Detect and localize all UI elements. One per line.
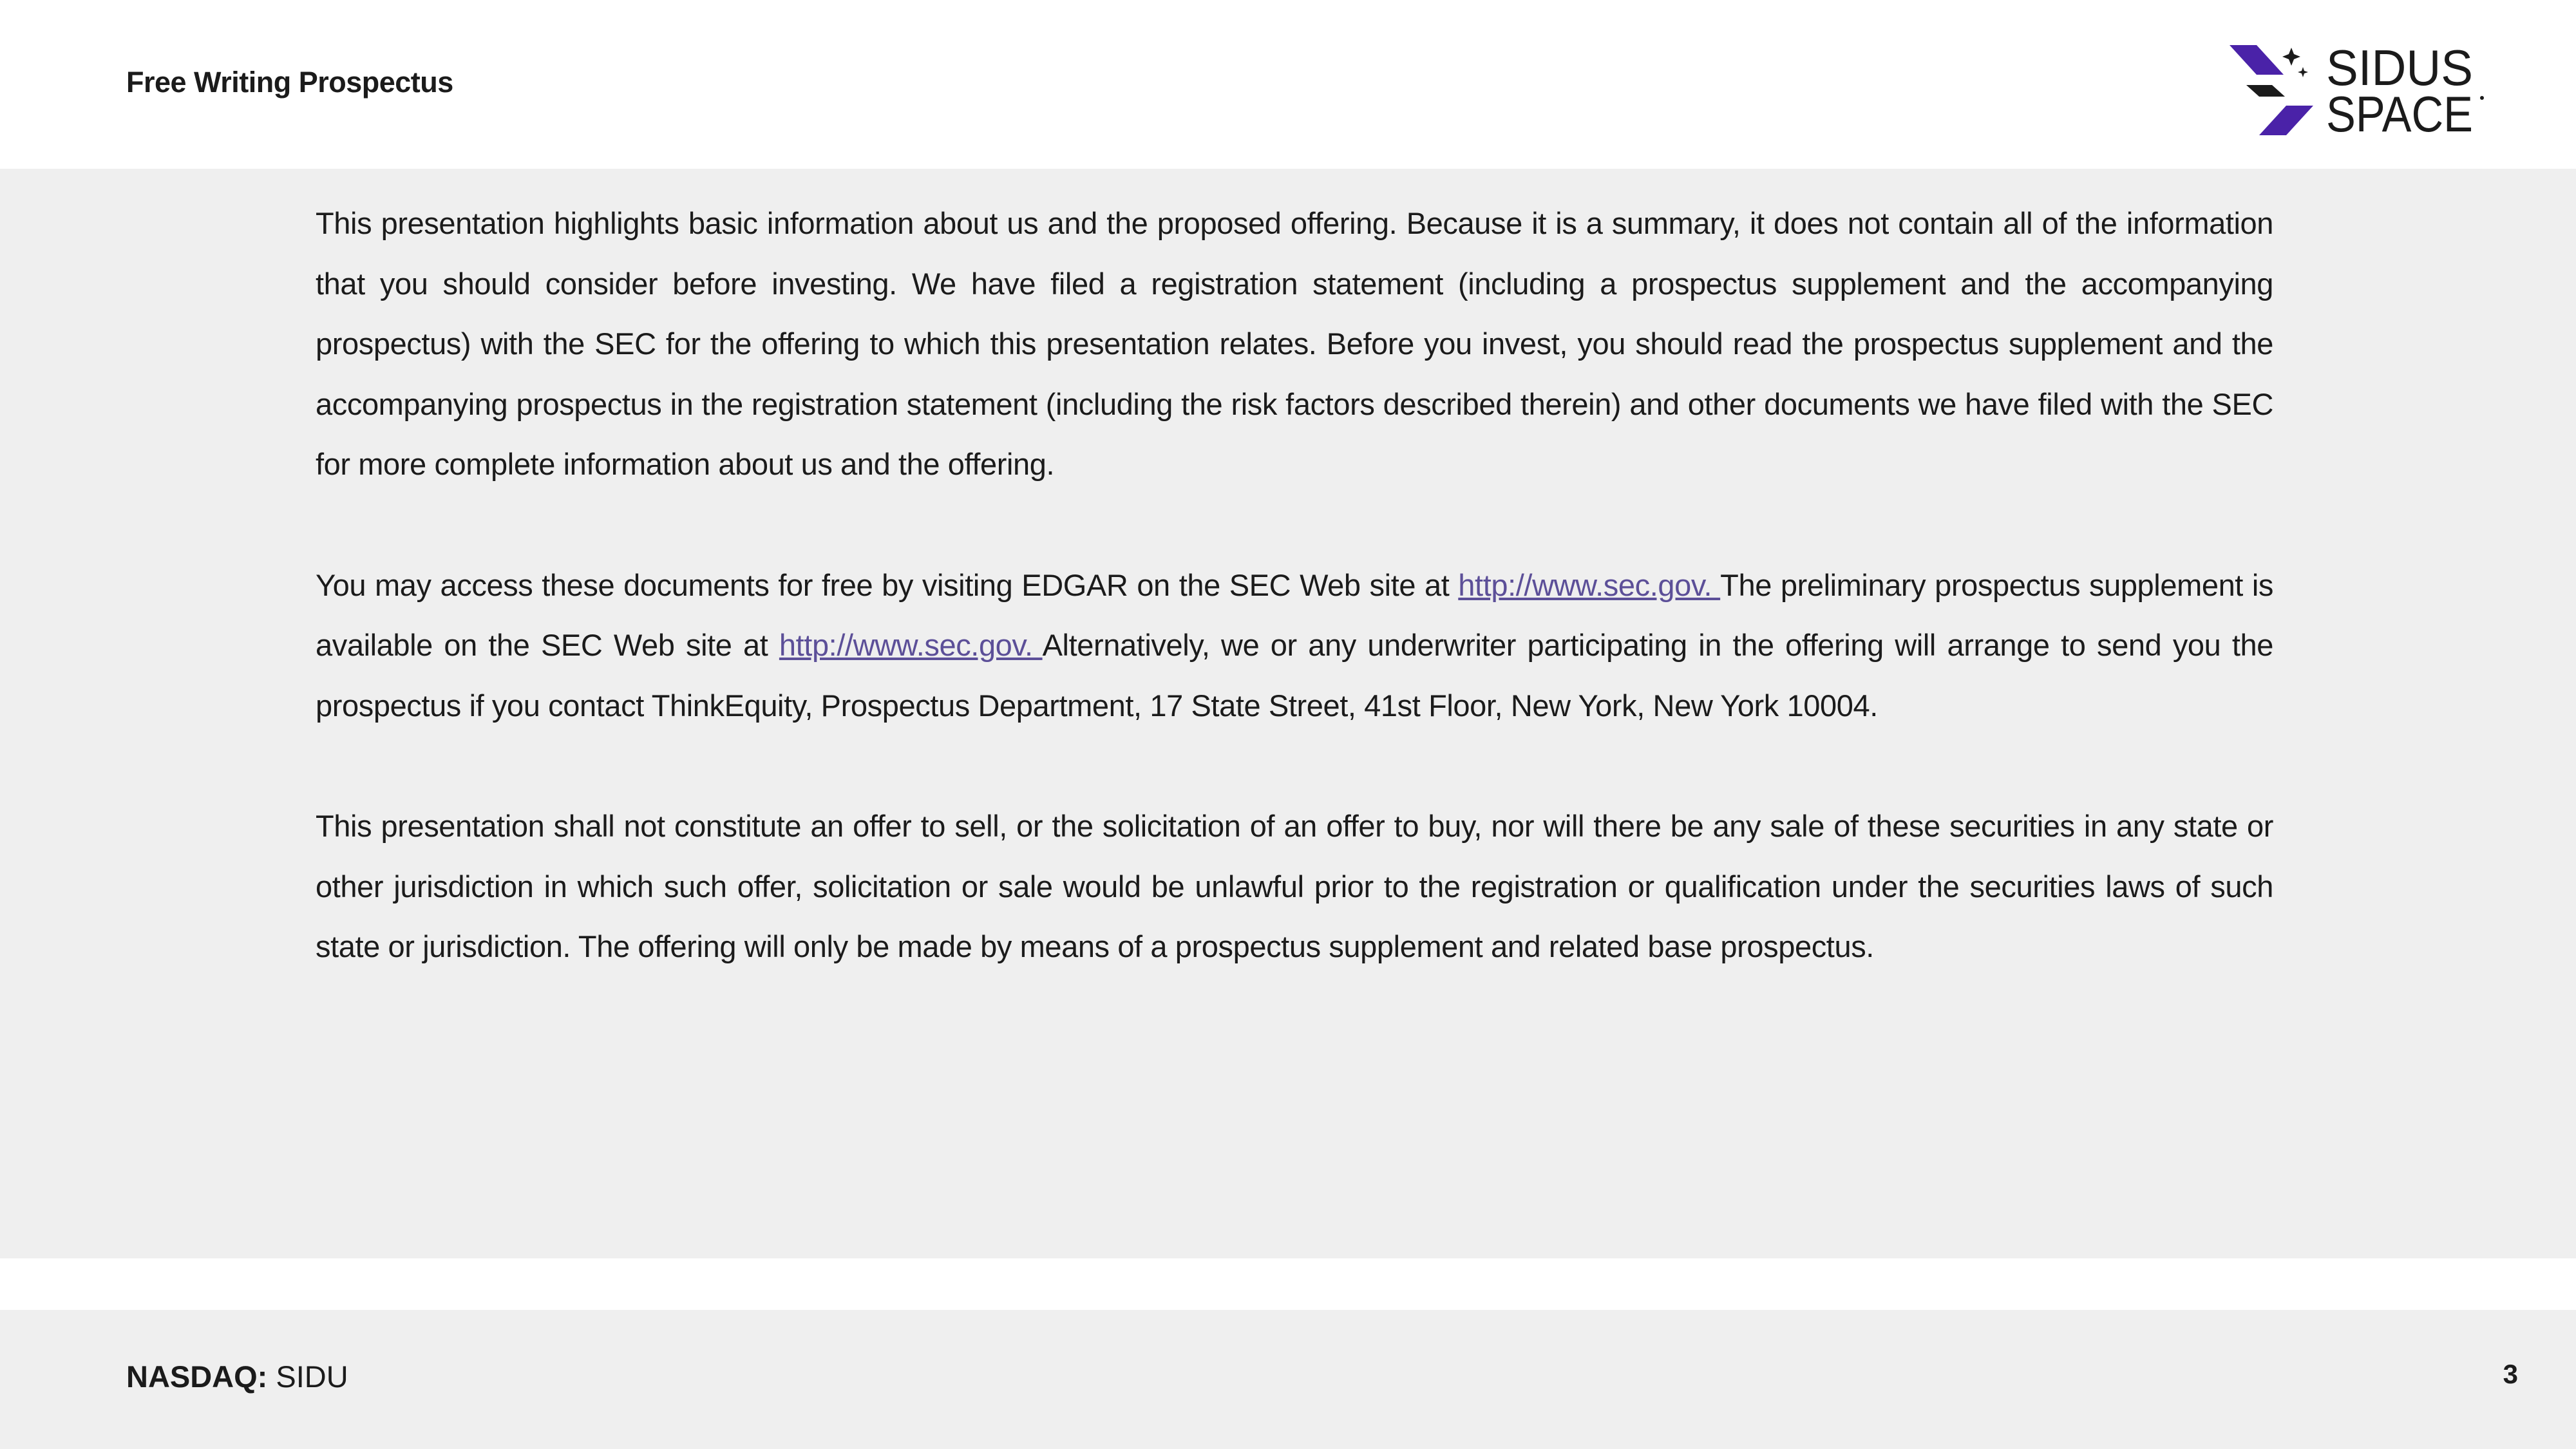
disclaimer-text: [316, 193, 2273, 1037]
logo-mark-icon: [2230, 45, 2313, 135]
paragraph-summary: This presentation highlights basic information about us and the proposed offering. Because it is a summary, it does not contain all of the information that you should consider before investing. We have filed a registration statement (including a prospectus supplement and the accompanying prospectus) with the SEC for the offering to which this presentation relates. Before you invest, you should read the prospectus supplement and the accompanying prospectus in the registration statement (including the risk factors described therein) and other documents we have filed with the SEC for more complete information about us and the offering.: [316, 206, 2273, 481]
page-header: [0, 0, 2576, 169]
paragraph-access-text-2: The preliminary prospectus supplement is available on the SEC Web site at: [316, 567, 2274, 662]
paragraph-offer: This presentation shall not constitute an offer to sell, or the solicitation of an offer to buy, nor will there be any sale of these securities in any state or other jurisdiction in which such offer, solicitation or sale would be unlawful prior to the registration or qualification under the securities laws of such state or jurisdiction. The offering will only be made by means of a prospectus supplement and related base prospectus.: [316, 809, 2273, 963]
paragraph-access: [316, 555, 2273, 736]
main-content: [0, 169, 2576, 1258]
paragraph-access-text-3: Alternatively, we or any underwriter participating in the offering will arrange to send you the prospectus if you contact ThinkEquity, Prospectus Department, 17 State Street, 41st Floor, New York, New York 10004.: [316, 628, 2274, 723]
page-footer: [0, 1310, 2576, 1449]
document-title: Free Writing Prospectus: [126, 66, 453, 99]
logo-wordmark-line2: SPACE: [2326, 86, 2473, 135]
paragraph-access-text-1: You may access these documents for free by visiting EDGAR on the SEC Web site at: [316, 567, 1459, 602]
sidus-space-logo: [2230, 44, 2487, 135]
sec-link-1[interactable]: http://www.sec.gov.: [1458, 567, 1721, 602]
logo-wordmark-line1: SIDUS: [2326, 44, 2473, 96]
page-number: 3: [2503, 1359, 2518, 1389]
ticker-symbol: SIDU: [267, 1359, 348, 1394]
stock-ticker: [126, 1359, 348, 1394]
ticker-label: NASDAQ:: [126, 1359, 268, 1394]
sec-link-2[interactable]: http://www.sec.gov.: [779, 628, 1043, 662]
